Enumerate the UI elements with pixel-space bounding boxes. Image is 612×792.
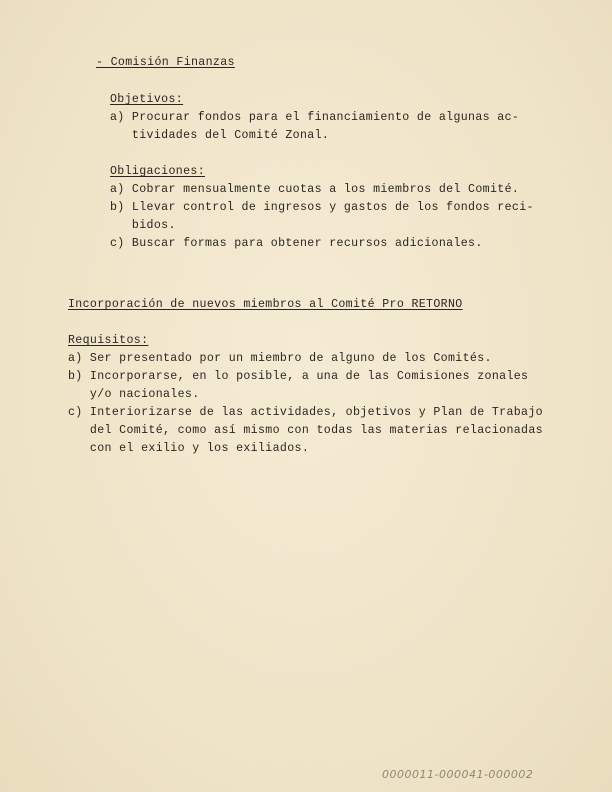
obligacion-line: bidos.: [110, 219, 176, 232]
obligacion-line: a) Cobrar mensualmente cuotas a los miembros del Comité.: [110, 183, 520, 196]
section-heading-comision-finanzas: - Comisión Finanzas: [96, 56, 235, 69]
requisitos-title: Requisitos:: [68, 334, 149, 347]
requisito-line: del Comité, como así mismo con todas las materias relacionadas: [68, 424, 543, 437]
requisito-line: con el exilio y los exiliados.: [68, 442, 310, 455]
obligaciones-title: Obligaciones:: [110, 165, 205, 178]
objetivo-line: a) Procurar fondos para el financiamiento de algunas ac-: [110, 111, 520, 124]
requisito-line: b) Incorporarse, en lo posible, a una de las Comisiones zonales: [68, 370, 529, 383]
obligacion-line: b) Llevar control de ingresos y gastos de los fondos reci-: [110, 201, 534, 214]
requisito-line: a) Ser presentado por un miembro de alguno de los Comités.: [68, 352, 492, 365]
objetivos-title: Objetivos:: [110, 93, 184, 106]
archive-number: 0000011-000041-000002: [382, 768, 534, 781]
requisito-line: y/o nacionales.: [68, 388, 200, 401]
requisito-line: c) Interiorizarse de las actividades, objetivos y Plan de Trabajo: [68, 406, 543, 419]
objetivo-line: tividades del Comité Zonal.: [110, 129, 330, 142]
section-heading-incorporacion: Incorporación de nuevos miembros al Comité Pro RETORNO: [68, 298, 463, 311]
obligacion-line: c) Buscar formas para obtener recursos adicionales.: [110, 237, 483, 250]
